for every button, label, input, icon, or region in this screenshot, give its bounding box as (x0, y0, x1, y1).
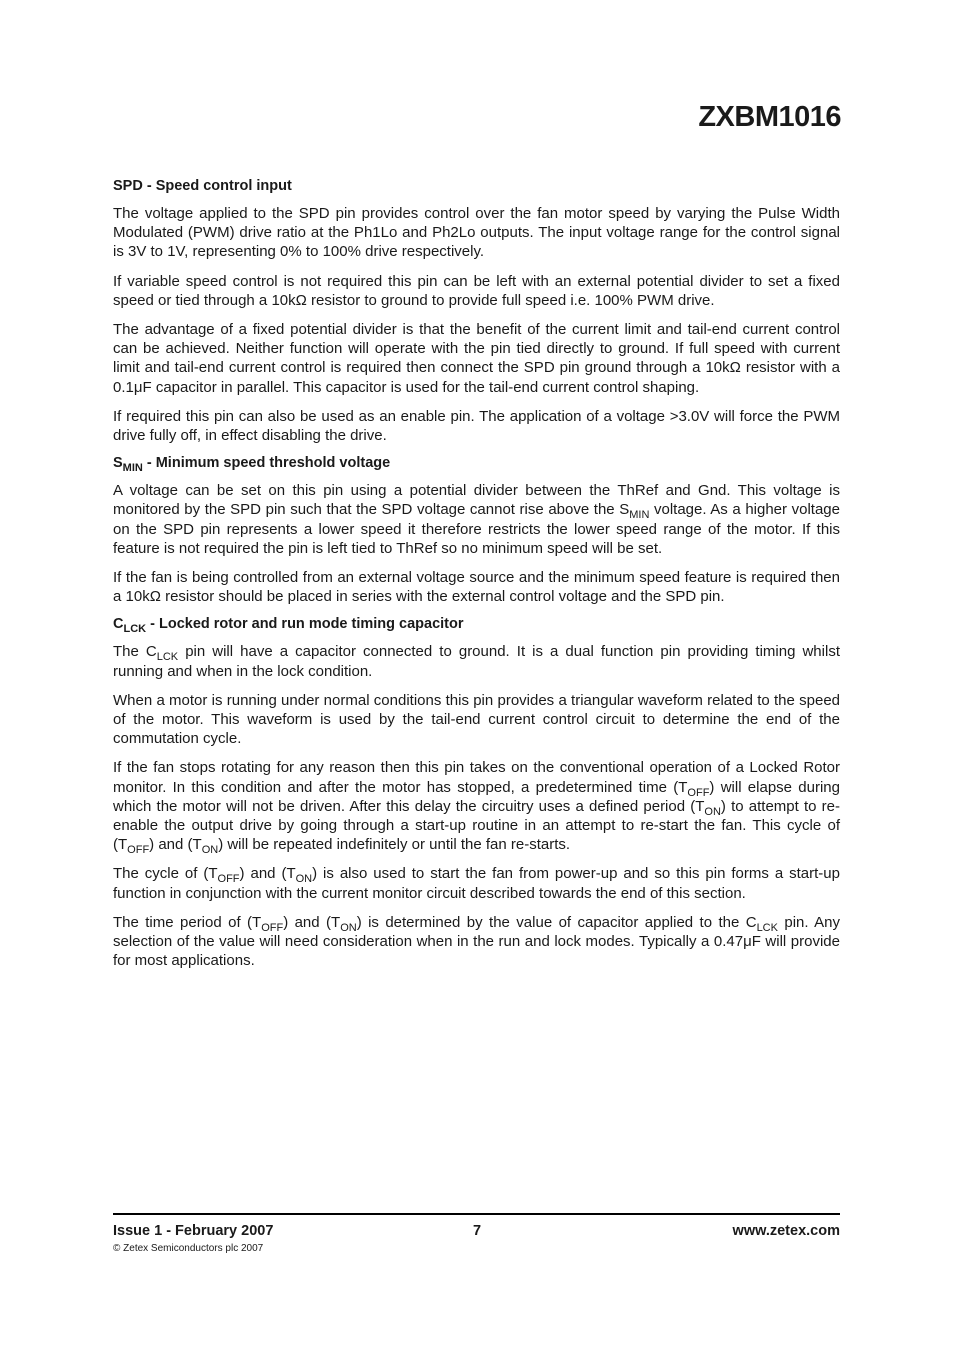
text-run: SPD - Speed control input (113, 178, 292, 194)
text-run: C (113, 616, 124, 633)
body-paragraph (113, 758, 840, 857)
body-paragraph (113, 407, 840, 445)
footer-issue-date: Issue 1 - February 2007 (113, 1223, 274, 1239)
body-paragraph (113, 481, 840, 558)
subscript-text: OFF (217, 873, 240, 886)
body-paragraph (113, 691, 840, 749)
document-body (113, 178, 840, 981)
body-paragraph (113, 568, 840, 606)
body-paragraph (113, 320, 840, 397)
footer-copyright: © Zetex Semiconductors plc 2007 (113, 1243, 264, 1254)
subscript-text: MIN (122, 462, 143, 475)
text-run: When a motor is running under normal conditions this pin provides a triangular waveform related to the speed of the motor. This waveform is used by the tail-end current control circuit to determine the end of the commutation cycle. (113, 691, 840, 748)
text-run: - Locked rotor and run mode timing capacitor (146, 616, 464, 633)
text-run: - Minimum speed threshold voltage (142, 455, 391, 472)
page-title: ZXBM1016 (698, 101, 841, 133)
subscript-text: LCK (756, 921, 778, 934)
body-paragraph (113, 204, 840, 262)
subscript-text: LCK (156, 651, 179, 664)
text-run: The time period of (T (113, 913, 262, 931)
text-run: The advantage of a fixed potential divider is that the benefit of the current limit and tail-end current control can be achieved. Neither function will operate with the pin tied directly to ground. If full speed with current limit and tail-end current control is required then connect the SPD pin ground through a 10kΩ resistor with a 0.1μF capacitor in parallel. This capacitor is used for the tail-end current control shaping. (113, 321, 840, 396)
text-run: If variable speed control is not required this pin can be left with an external potential divider to set a fixed speed or tied through a 10kΩ resistor to ground to provide full speed i.e. 100% PWM drive. (113, 272, 840, 309)
subscript-text: ON (704, 805, 721, 818)
text-run: The cycle of (T (113, 865, 218, 883)
text-run: S (113, 455, 123, 472)
text-run: If the fan is being controlled from an external voltage source and the minimum speed feature is required then a 10kΩ resistor should be placed in series with the external control voltage and the SPD pin. (113, 569, 840, 606)
text-run: The voltage applied to the SPD pin provides control over the fan motor speed by varying the Pulse Width Modulated (PWM) drive ratio at the Ph1Lo and Ph2Lo outputs. The input voltage range for the control signal is 3V to 1V, representing 0% to 100% drive respectively. (113, 205, 840, 261)
footer-website: www.zetex.com (732, 1223, 840, 1239)
subscript-text: LCK (123, 623, 147, 636)
body-paragraph (113, 642, 840, 680)
subscript-text: ON (295, 873, 313, 886)
text-run: pin. Any selection of the value will need consideration when in the run and lock modes. Typically a 0.47μF will provide for most applications. (113, 913, 840, 970)
footer-divider (113, 1213, 840, 1215)
text-run: ) will be repeated indefinitely or until the fan re-starts. (218, 836, 571, 854)
text-run: voltage. As a higher voltage on the SPD pin represents a lower speed it therefore restricts the lower speed range of the motor. If this feature is not required the pin is left tied to ThRef so no minimum speed will be set. (113, 501, 840, 557)
subscript-text: OFF (127, 844, 150, 857)
text-run: pin will have a capacitor connected to ground. It is a dual function pin providing timing whilst running and when in the lock condition. (113, 643, 840, 680)
section-heading (113, 455, 840, 475)
text-run: If the fan stops rotating for any reason then this pin takes on the conventional operation of a Locked Rotor monitor. In this condition and after the motor has stopped, a predetermined time (T (113, 759, 840, 796)
footer-page-number: 7 (472, 1223, 482, 1239)
subscript-text: ON (340, 921, 357, 934)
subscript-text: OFF (687, 786, 710, 799)
subscript-text: OFF (261, 921, 284, 934)
section-heading (113, 616, 840, 636)
text-run: ) is also used to start the fan from power-up and so this pin forms a start-up function in conjunction with the current monitor circuit described towards the end of this section. (113, 865, 840, 902)
text-run: ) to attempt to re-enable the output drive by going through a start-up routine in an attempt to re-start the fan. This cycle of (T (113, 797, 840, 854)
text-run: ) and (T (283, 913, 341, 931)
body-paragraph (113, 864, 840, 902)
text-run: The C (113, 643, 157, 661)
text-run: A voltage can be set on this pin using a potential divider between the ThRef and Gnd. This voltage is monitored by the SPD pin such that the SPD voltage cannot rise above the S (113, 482, 840, 519)
text-run: If required this pin can also be used as an enable pin. The application of a voltage >3.0V will force the PWM drive fully off, in effect disabling the drive. (113, 407, 840, 445)
subscript-text: MIN (629, 509, 650, 522)
text-run: ) and (T (239, 865, 296, 883)
section-heading (113, 178, 840, 195)
text-run: ) is determined by the value of capacitor applied to the C (356, 913, 757, 931)
body-paragraph (113, 272, 840, 310)
body-paragraph (113, 913, 840, 971)
text-run: ) and (T (149, 836, 202, 854)
subscript-text: ON (201, 844, 219, 857)
text-run: ) will elapse during which the motor will not be driven. After this delay the circuitry uses a defined period (T (113, 778, 840, 815)
